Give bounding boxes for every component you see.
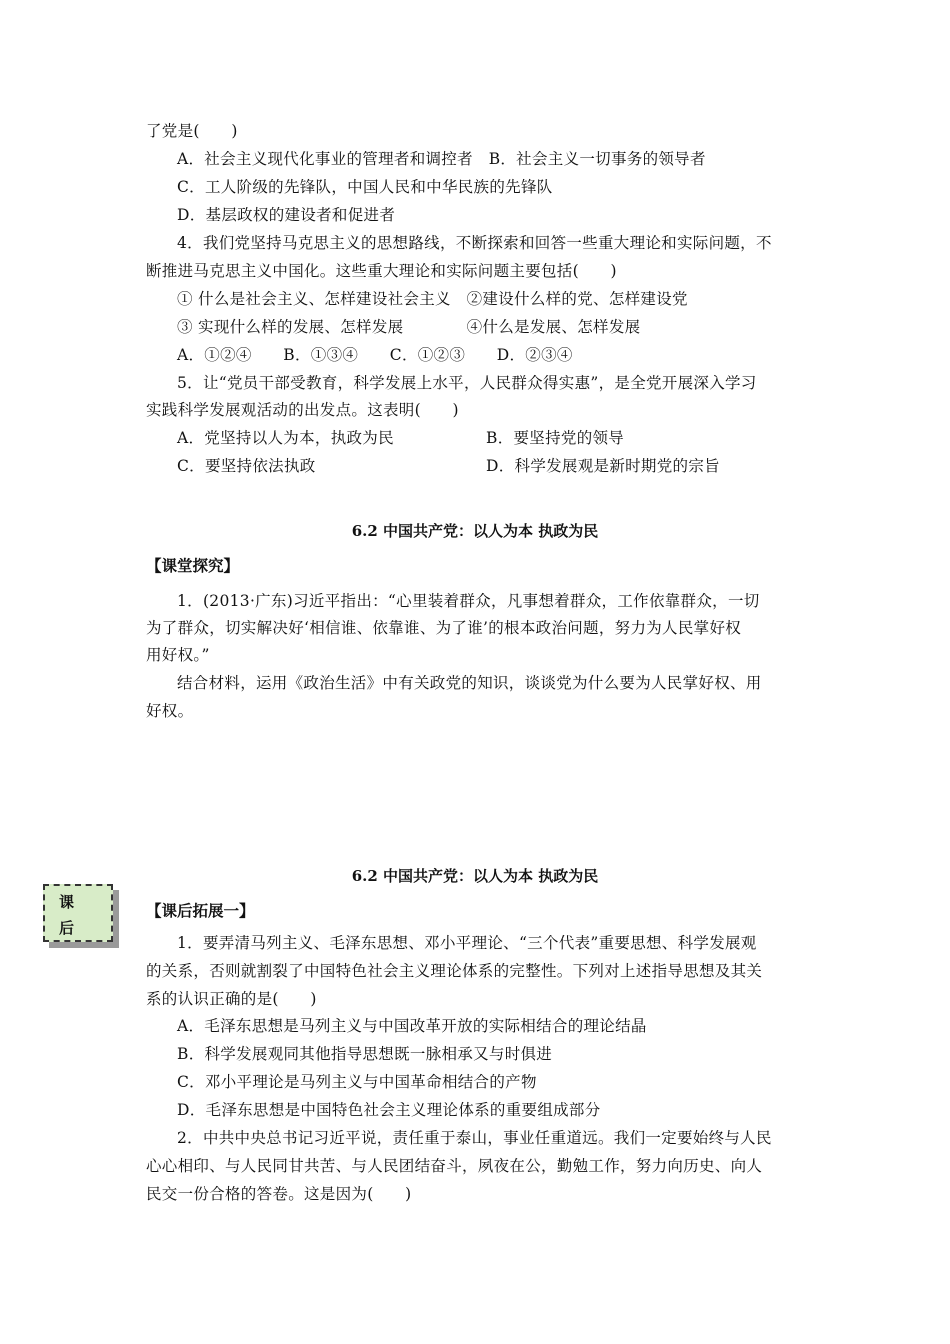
classroom-q1-line-1: 1．(2013·广东)习近平指出：“心里装着群众，凡事想着群众，工作依靠群众，一切: [177, 592, 760, 610]
after-q1-option-d: D．毛泽东思想是中国特色社会主义理论体系的重要组成部分: [177, 1101, 601, 1119]
classroom-prompt-line-2: 好权。: [146, 702, 194, 720]
q4-line-1: 4．我们党坚持马克思主义的思想路线，不断探索和回答一些重大理论和实际问题，不: [177, 234, 772, 252]
q4-items-1-2: ① 什么是社会主义、怎样建设社会主义 ②建设什么样的党、怎样建设党: [177, 290, 688, 308]
q3-option-c: C．工人阶级的先锋队，中国人民和中华民族的先锋队: [177, 178, 553, 196]
after-q2-line-3: 民交一份合格的答卷。这是因为( ): [146, 1185, 412, 1203]
section-title: 6.2 中国共产党：以人为本 执政为民: [351, 867, 599, 885]
after-q2-line-1: 2．中共中央总书记习近平说，责任重于泰山，事业任重道远。我们一定要始终与人民: [177, 1129, 772, 1147]
side-tag-char-1: 课: [59, 893, 75, 911]
side-tag: [43, 884, 113, 942]
after-class-heading: 【课后拓展一】: [146, 901, 255, 920]
classroom-heading: 【课堂探究】: [146, 556, 240, 575]
classroom-prompt-line-1: 结合材料，运用《政治生活》中有关政党的知识，谈谈党为什么要为人民掌好权、用: [177, 674, 762, 692]
after-q1-line-3: 系的认识正确的是( ): [146, 990, 317, 1008]
q5-option-b: B．要坚持党的领导: [486, 429, 625, 447]
q4-items-3-4: ③ 实现什么样的发展、怎样发展 ④什么是发展、怎样发展: [177, 318, 641, 336]
section-title: 6.2 中国共产党：以人为本 执政为民: [351, 522, 599, 540]
after-q2-line-2: 心心相印、与人民同甘共苦、与人民团结奋斗，夙夜在公，勤勉工作，努力向历史、向人: [146, 1157, 763, 1175]
q4-line-2: 断推进马克思主义中国化。这些重大理论和实际问题主要包括( ): [146, 262, 617, 280]
after-q1-line-1: 1．要弄清马列主义、毛泽东思想、邓小平理论、“三个代表”重要思想、科学发展观: [177, 934, 757, 952]
classroom-q1-line-3: 用好权。”: [146, 646, 210, 664]
q4-options: A．①②④ B．①③④ C．①②③ D．②③④: [177, 346, 573, 364]
q5-line-2: 实践科学发展观活动的出发点。这表明( ): [146, 401, 459, 419]
q5-option-d: D．科学发展观是新时期党的宗旨: [486, 457, 720, 475]
q3-tail: 了党是( ): [146, 122, 238, 140]
after-q1-option-b: B．科学发展观同其他指导思想既一脉相承又与时俱进: [177, 1045, 553, 1063]
q3-option-ab: A．社会主义现代化事业的管理者和调控者 B．社会主义一切事务的领导者: [177, 150, 706, 168]
q3-option-d: D．基层政权的建设者和促进者: [177, 206, 396, 224]
side-tag-char-2: 后: [59, 919, 75, 937]
after-q1-line-2: 的关系，否则就割裂了中国特色社会主义理论体系的完整性。下列对上述指导思想及其关: [146, 962, 763, 980]
q5-line-1: 5．让“党员干部受教育，科学发展上水平，人民群众得实惠”，是全党开展深入学习: [177, 374, 757, 392]
after-q1-option-c: C．邓小平理论是马列主义与中国革命相结合的产物: [177, 1073, 537, 1091]
after-q1-option-a: A．毛泽东思想是马列主义与中国改革开放的实际相结合的理论结晶: [177, 1017, 647, 1035]
q5-option-a: A．党坚持以人为本，执政为民: [177, 429, 394, 447]
classroom-q1-line-2: 为了群众，切实解决好‘相信谁、依靠谁、为了谁’的根本政治问题，努力为人民掌好权: [146, 619, 742, 637]
q5-option-c: C．要坚持依法执政: [177, 457, 316, 475]
